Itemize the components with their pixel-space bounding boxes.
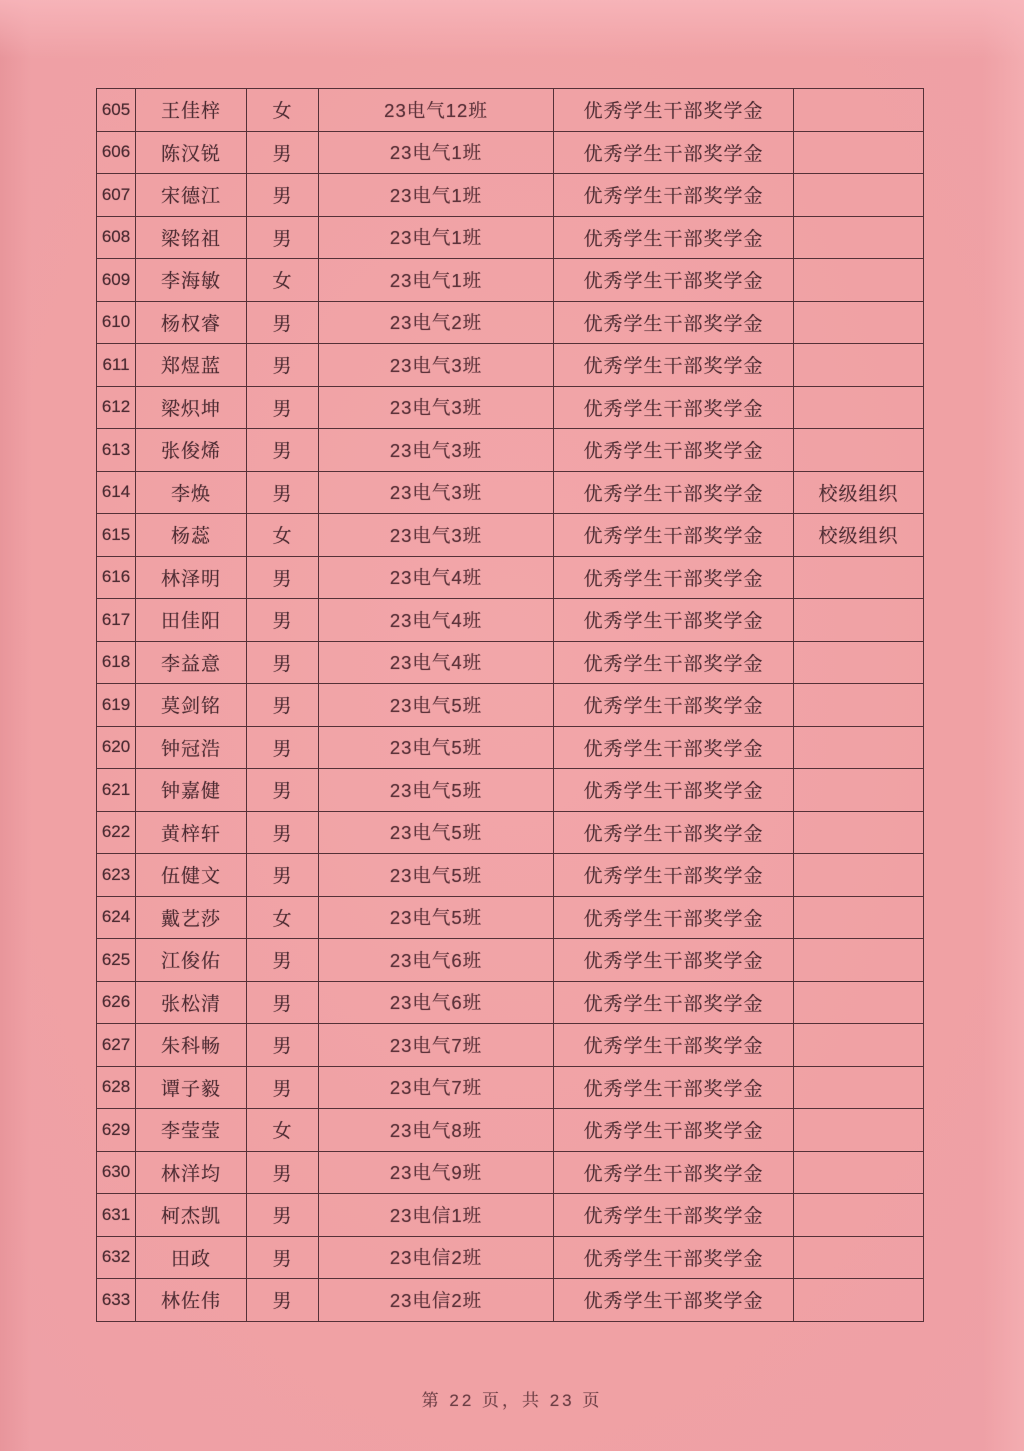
table-row bbox=[97, 981, 924, 1024]
cell-award: 优秀学生干部奖学金 bbox=[554, 599, 794, 642]
table-row bbox=[97, 89, 924, 132]
cell-class: 23电信2班 bbox=[319, 1236, 554, 1279]
cell-class: 23电气5班 bbox=[319, 896, 554, 939]
cell-note bbox=[794, 131, 924, 174]
cell-name: 伍健文 bbox=[136, 854, 247, 897]
cell-note bbox=[794, 854, 924, 897]
cell-name: 陈汉锐 bbox=[136, 131, 247, 174]
cell-class: 23电信2班 bbox=[319, 1279, 554, 1322]
cell-name: 朱科畅 bbox=[136, 1024, 247, 1067]
cell-note bbox=[794, 89, 924, 132]
cell-gender: 女 bbox=[247, 514, 319, 557]
cell-award: 优秀学生干部奖学金 bbox=[554, 344, 794, 387]
table-row bbox=[97, 896, 924, 939]
cell-note bbox=[794, 1236, 924, 1279]
table-row bbox=[97, 854, 924, 897]
cell-note bbox=[794, 344, 924, 387]
cell-award: 优秀学生干部奖学金 bbox=[554, 769, 794, 812]
cell-note bbox=[794, 939, 924, 982]
cell-name: 林洋均 bbox=[136, 1151, 247, 1194]
cell-number: 631 bbox=[97, 1194, 136, 1237]
cell-class: 23电气4班 bbox=[319, 641, 554, 684]
cell-number: 621 bbox=[97, 769, 136, 812]
cell-name: 钟冠浩 bbox=[136, 726, 247, 769]
cell-number: 609 bbox=[97, 259, 136, 302]
cell-class: 23电气12班 bbox=[319, 89, 554, 132]
table-row bbox=[97, 259, 924, 302]
cell-award: 优秀学生干部奖学金 bbox=[554, 981, 794, 1024]
cell-note bbox=[794, 641, 924, 684]
table-row bbox=[97, 1151, 924, 1194]
cell-note bbox=[794, 684, 924, 727]
roster-body bbox=[97, 89, 924, 1322]
cell-gender: 男 bbox=[247, 641, 319, 684]
cell-gender: 男 bbox=[247, 811, 319, 854]
cell-number: 627 bbox=[97, 1024, 136, 1067]
cell-award: 优秀学生干部奖学金 bbox=[554, 556, 794, 599]
cell-class: 23电气4班 bbox=[319, 599, 554, 642]
cell-name: 张松清 bbox=[136, 981, 247, 1024]
cell-award: 优秀学生干部奖学金 bbox=[554, 429, 794, 472]
cell-name: 李莹莹 bbox=[136, 1109, 247, 1152]
cell-award: 优秀学生干部奖学金 bbox=[554, 301, 794, 344]
cell-class: 23电气9班 bbox=[319, 1151, 554, 1194]
table-row bbox=[97, 344, 924, 387]
cell-class: 23电气6班 bbox=[319, 939, 554, 982]
cell-class: 23电气5班 bbox=[319, 854, 554, 897]
cell-class: 23电气1班 bbox=[319, 174, 554, 217]
cell-name: 王佳梓 bbox=[136, 89, 247, 132]
table-row bbox=[97, 174, 924, 217]
cell-number: 629 bbox=[97, 1109, 136, 1152]
cell-number: 606 bbox=[97, 131, 136, 174]
cell-name: 杨权睿 bbox=[136, 301, 247, 344]
cell-class: 23电气3班 bbox=[319, 514, 554, 557]
table-row bbox=[97, 641, 924, 684]
cell-note: 校级组织 bbox=[794, 471, 924, 514]
cell-note bbox=[794, 1066, 924, 1109]
cell-note bbox=[794, 174, 924, 217]
cell-name: 张俊烯 bbox=[136, 429, 247, 472]
cell-number: 628 bbox=[97, 1066, 136, 1109]
table-row bbox=[97, 1279, 924, 1322]
cell-gender: 女 bbox=[247, 259, 319, 302]
cell-note bbox=[794, 556, 924, 599]
cell-gender: 男 bbox=[247, 131, 319, 174]
cell-gender: 男 bbox=[247, 216, 319, 259]
cell-class: 23电气7班 bbox=[319, 1066, 554, 1109]
cell-number: 618 bbox=[97, 641, 136, 684]
cell-gender: 男 bbox=[247, 1279, 319, 1322]
cell-award: 优秀学生干部奖学金 bbox=[554, 131, 794, 174]
cell-number: 611 bbox=[97, 344, 136, 387]
cell-award: 优秀学生干部奖学金 bbox=[554, 939, 794, 982]
cell-name: 钟嘉健 bbox=[136, 769, 247, 812]
table-row bbox=[97, 556, 924, 599]
cell-number: 626 bbox=[97, 981, 136, 1024]
cell-note bbox=[794, 726, 924, 769]
cell-class: 23电信1班 bbox=[319, 1194, 554, 1237]
cell-award: 优秀学生干部奖学金 bbox=[554, 1109, 794, 1152]
cell-number: 619 bbox=[97, 684, 136, 727]
cell-gender: 男 bbox=[247, 344, 319, 387]
cell-award: 优秀学生干部奖学金 bbox=[554, 386, 794, 429]
cell-number: 620 bbox=[97, 726, 136, 769]
cell-note bbox=[794, 1279, 924, 1322]
table-row bbox=[97, 939, 924, 982]
cell-class: 23电气5班 bbox=[319, 811, 554, 854]
cell-gender: 女 bbox=[247, 1109, 319, 1152]
cell-name: 林佐伟 bbox=[136, 1279, 247, 1322]
cell-name: 梁炽坤 bbox=[136, 386, 247, 429]
cell-note bbox=[794, 386, 924, 429]
cell-name: 李海敏 bbox=[136, 259, 247, 302]
cell-gender: 男 bbox=[247, 854, 319, 897]
cell-class: 23电气3班 bbox=[319, 471, 554, 514]
table-row bbox=[97, 1066, 924, 1109]
cell-name: 谭子毅 bbox=[136, 1066, 247, 1109]
cell-class: 23电气6班 bbox=[319, 981, 554, 1024]
cell-gender: 女 bbox=[247, 89, 319, 132]
cell-gender: 男 bbox=[247, 769, 319, 812]
table-row bbox=[97, 599, 924, 642]
cell-note bbox=[794, 429, 924, 472]
cell-name: 戴艺莎 bbox=[136, 896, 247, 939]
cell-award: 优秀学生干部奖学金 bbox=[554, 1066, 794, 1109]
cell-award: 优秀学生干部奖学金 bbox=[554, 1279, 794, 1322]
cell-note bbox=[794, 599, 924, 642]
cell-name: 江俊佑 bbox=[136, 939, 247, 982]
cell-class: 23电气1班 bbox=[319, 259, 554, 302]
cell-name: 李焕 bbox=[136, 471, 247, 514]
cell-class: 23电气1班 bbox=[319, 216, 554, 259]
cell-gender: 男 bbox=[247, 1151, 319, 1194]
cell-class: 23电气5班 bbox=[319, 769, 554, 812]
cell-gender: 男 bbox=[247, 1236, 319, 1279]
cell-award: 优秀学生干部奖学金 bbox=[554, 896, 794, 939]
cell-note bbox=[794, 769, 924, 812]
cell-number: 625 bbox=[97, 939, 136, 982]
table-row bbox=[97, 811, 924, 854]
cell-class: 23电气3班 bbox=[319, 386, 554, 429]
cell-name: 梁铭祖 bbox=[136, 216, 247, 259]
cell-award: 优秀学生干部奖学金 bbox=[554, 684, 794, 727]
cell-award: 优秀学生干部奖学金 bbox=[554, 1024, 794, 1067]
cell-number: 623 bbox=[97, 854, 136, 897]
cell-award: 优秀学生干部奖学金 bbox=[554, 216, 794, 259]
cell-number: 605 bbox=[97, 89, 136, 132]
cell-award: 优秀学生干部奖学金 bbox=[554, 471, 794, 514]
cell-note: 校级组织 bbox=[794, 514, 924, 557]
cell-note bbox=[794, 1109, 924, 1152]
cell-note bbox=[794, 259, 924, 302]
cell-class: 23电气1班 bbox=[319, 131, 554, 174]
cell-class: 23电气7班 bbox=[319, 1024, 554, 1067]
cell-number: 615 bbox=[97, 514, 136, 557]
cell-award: 优秀学生干部奖学金 bbox=[554, 811, 794, 854]
cell-gender: 男 bbox=[247, 1024, 319, 1067]
cell-number: 610 bbox=[97, 301, 136, 344]
cell-number: 612 bbox=[97, 386, 136, 429]
table-row bbox=[97, 1236, 924, 1279]
page-footer: 第 22 页，共 23 页 bbox=[421, 1391, 603, 1410]
cell-number: 633 bbox=[97, 1279, 136, 1322]
cell-gender: 男 bbox=[247, 429, 319, 472]
cell-award: 优秀学生干部奖学金 bbox=[554, 514, 794, 557]
table-row bbox=[97, 1024, 924, 1067]
cell-gender: 男 bbox=[247, 556, 319, 599]
table-row bbox=[97, 386, 924, 429]
cell-award: 优秀学生干部奖学金 bbox=[554, 174, 794, 217]
cell-number: 632 bbox=[97, 1236, 136, 1279]
cell-note bbox=[794, 1151, 924, 1194]
cell-name: 宋德江 bbox=[136, 174, 247, 217]
cell-award: 优秀学生干部奖学金 bbox=[554, 1151, 794, 1194]
cell-class: 23电气5班 bbox=[319, 726, 554, 769]
cell-name: 李益意 bbox=[136, 641, 247, 684]
cell-name: 黄梓轩 bbox=[136, 811, 247, 854]
cell-number: 608 bbox=[97, 216, 136, 259]
cell-gender: 男 bbox=[247, 386, 319, 429]
table-row bbox=[97, 216, 924, 259]
cell-note bbox=[794, 896, 924, 939]
cell-note bbox=[794, 981, 924, 1024]
cell-class: 23电气2班 bbox=[319, 301, 554, 344]
table-row bbox=[97, 429, 924, 472]
cell-gender: 女 bbox=[247, 896, 319, 939]
cell-award: 优秀学生干部奖学金 bbox=[554, 259, 794, 302]
cell-note bbox=[794, 811, 924, 854]
cell-number: 613 bbox=[97, 429, 136, 472]
student-roster-table bbox=[96, 88, 924, 1322]
cell-number: 630 bbox=[97, 1151, 136, 1194]
table-row bbox=[97, 131, 924, 174]
cell-name: 柯杰凯 bbox=[136, 1194, 247, 1237]
cell-number: 622 bbox=[97, 811, 136, 854]
cell-gender: 男 bbox=[247, 301, 319, 344]
cell-gender: 男 bbox=[247, 1066, 319, 1109]
cell-gender: 男 bbox=[247, 599, 319, 642]
cell-gender: 男 bbox=[247, 939, 319, 982]
cell-gender: 男 bbox=[247, 981, 319, 1024]
cell-note bbox=[794, 216, 924, 259]
cell-award: 优秀学生干部奖学金 bbox=[554, 1194, 794, 1237]
cell-gender: 男 bbox=[247, 726, 319, 769]
cell-award: 优秀学生干部奖学金 bbox=[554, 89, 794, 132]
cell-gender: 男 bbox=[247, 684, 319, 727]
table-row bbox=[97, 301, 924, 344]
cell-name: 田佳阳 bbox=[136, 599, 247, 642]
cell-award: 优秀学生干部奖学金 bbox=[554, 641, 794, 684]
table-row bbox=[97, 769, 924, 812]
table-row bbox=[97, 684, 924, 727]
cell-name: 郑煜蓝 bbox=[136, 344, 247, 387]
cell-class: 23电气3班 bbox=[319, 429, 554, 472]
table-row bbox=[97, 514, 924, 557]
table-row bbox=[97, 1109, 924, 1152]
cell-name: 田政 bbox=[136, 1236, 247, 1279]
cell-gender: 男 bbox=[247, 174, 319, 217]
cell-number: 616 bbox=[97, 556, 136, 599]
cell-name: 杨蕊 bbox=[136, 514, 247, 557]
cell-gender: 男 bbox=[247, 1194, 319, 1237]
cell-award: 优秀学生干部奖学金 bbox=[554, 726, 794, 769]
cell-award: 优秀学生干部奖学金 bbox=[554, 854, 794, 897]
cell-note bbox=[794, 301, 924, 344]
cell-name: 莫剑铭 bbox=[136, 684, 247, 727]
cell-number: 624 bbox=[97, 896, 136, 939]
table-row bbox=[97, 471, 924, 514]
cell-award: 优秀学生干部奖学金 bbox=[554, 1236, 794, 1279]
cell-gender: 男 bbox=[247, 471, 319, 514]
cell-number: 614 bbox=[97, 471, 136, 514]
cell-note bbox=[794, 1024, 924, 1067]
cell-class: 23电气8班 bbox=[319, 1109, 554, 1152]
cell-number: 607 bbox=[97, 174, 136, 217]
table-row bbox=[97, 1194, 924, 1237]
cell-number: 617 bbox=[97, 599, 136, 642]
table-row bbox=[97, 726, 924, 769]
cell-name: 林泽明 bbox=[136, 556, 247, 599]
cell-class: 23电气5班 bbox=[319, 684, 554, 727]
cell-note bbox=[794, 1194, 924, 1237]
cell-class: 23电气3班 bbox=[319, 344, 554, 387]
cell-class: 23电气4班 bbox=[319, 556, 554, 599]
